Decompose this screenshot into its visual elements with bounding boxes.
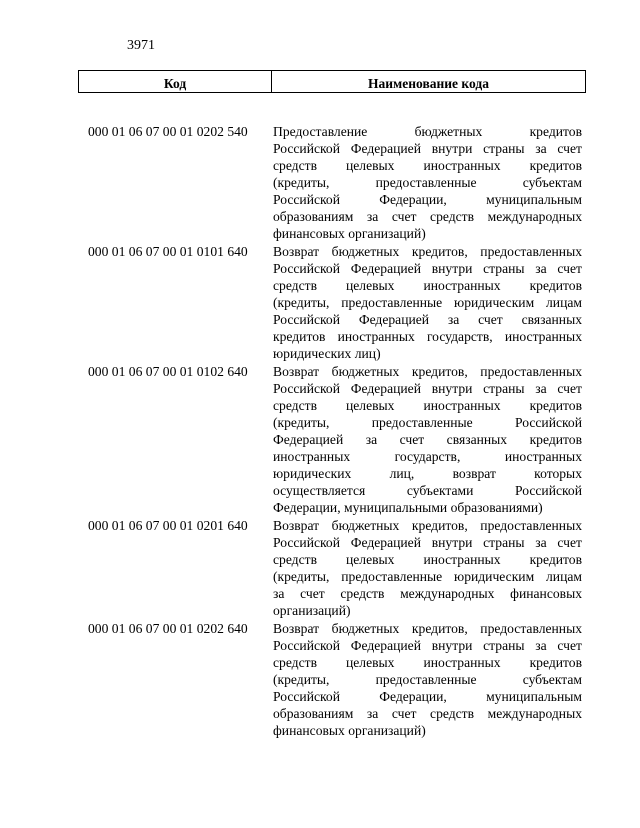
row-code: 000 01 06 07 00 01 0102 640 <box>88 364 248 379</box>
description-line: средств целевых иностранных кредитов <box>273 278 582 293</box>
table-row <box>78 517 586 619</box>
row-code: 000 01 06 07 00 01 0202 640 <box>88 621 248 636</box>
row-description <box>273 620 582 739</box>
table-body <box>78 123 586 740</box>
description-line: Российской Федерацией внутри страны за счет <box>273 261 582 276</box>
description-line: средств целевых иностранных кредитов <box>273 398 582 413</box>
description-line: (кредиты, предоставленные Российской <box>273 415 582 430</box>
table-row <box>78 363 586 516</box>
page-number: 3971 <box>127 38 155 53</box>
description-line: юридических лиц, возврат которых <box>273 466 582 481</box>
header-name: Наименование кода <box>368 76 489 91</box>
description-line: организаций) <box>273 603 351 618</box>
table-row <box>78 123 586 242</box>
description-line: Российской Федерацией внутри страны за счет <box>273 535 582 550</box>
description-line: Российской Федерацией внутри страны за счет <box>273 638 582 653</box>
description-line: Российской Федерации, муниципальным <box>273 192 582 207</box>
description-line: Российской Федерацией внутри страны за счет <box>273 381 582 396</box>
description-line: за счет средств международных финансовых <box>273 586 582 601</box>
description-line: Российской Федерации, муниципальным <box>273 689 582 704</box>
description-line: (кредиты, предоставленные субъектам <box>273 672 582 687</box>
description-line: кредитов иностранных государств, иностранных <box>273 329 582 344</box>
description-line: (кредиты, предоставленные юридическим лицам <box>273 569 582 584</box>
description-line: юридических лиц) <box>273 346 381 361</box>
description-line: Возврат бюджетных кредитов, предоставленных <box>273 364 582 379</box>
description-line: иностранных государств, иностранных <box>273 449 582 464</box>
description-line: Предоставление бюджетных кредитов <box>273 124 582 139</box>
description-line: средств целевых иностранных кредитов <box>273 655 582 670</box>
table-header <box>78 70 586 93</box>
description-line: (кредиты, предоставленные юридическим лицам <box>273 295 582 310</box>
row-code: 000 01 06 07 00 01 0202 540 <box>88 124 248 139</box>
row-description <box>273 363 582 516</box>
table-row <box>78 620 586 739</box>
description-line: Российской Федерацией внутри страны за счет <box>273 141 582 156</box>
description-line: Возврат бюджетных кредитов, предоставленных <box>273 244 582 259</box>
row-description <box>273 243 582 362</box>
description-line: (кредиты, предоставленные субъектам <box>273 175 582 190</box>
row-code: 000 01 06 07 00 01 0101 640 <box>88 244 248 259</box>
description-line: финансовых организаций) <box>273 723 426 738</box>
description-line: средств целевых иностранных кредитов <box>273 158 582 173</box>
row-code: 000 01 06 07 00 01 0201 640 <box>88 518 248 533</box>
description-line: осуществляется субъектами Российской <box>273 483 582 498</box>
description-line: образованиям за счет средств международных <box>273 209 582 224</box>
description-line: Федерации, муниципальными образованиями) <box>273 500 543 515</box>
description-line: Российской Федерацией за счет связанных <box>273 312 582 327</box>
header-code: Код <box>79 71 272 92</box>
table-row <box>78 243 586 362</box>
row-description <box>273 517 582 619</box>
description-line: Возврат бюджетных кредитов, предоставленных <box>273 518 582 533</box>
description-line: образованиям за счет средств международных <box>273 706 582 721</box>
description-line: средств целевых иностранных кредитов <box>273 552 582 567</box>
description-line: финансовых организаций) <box>273 226 426 241</box>
row-description <box>273 123 582 242</box>
description-line: Возврат бюджетных кредитов, предоставленных <box>273 621 582 636</box>
description-line: Федерацией за счет связанных кредитов <box>273 432 582 447</box>
